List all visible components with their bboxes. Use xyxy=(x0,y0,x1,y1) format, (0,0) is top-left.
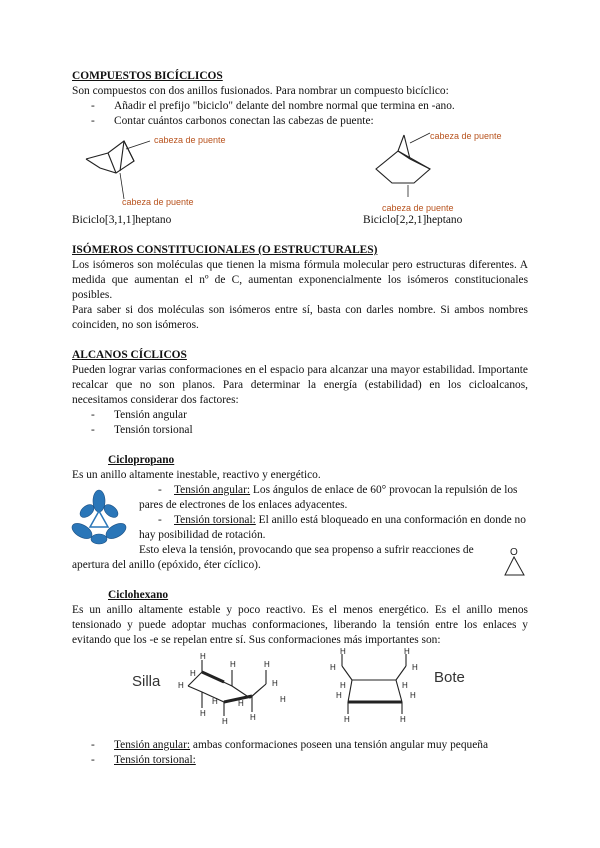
svg-text:H: H xyxy=(250,713,256,722)
svg-text:H: H xyxy=(178,681,184,690)
ciclopropano-text: Esto eleva la tensión, provocando que sea propenso a sufrir reacciones de xyxy=(139,544,474,556)
list-item: - Tensión angular: ambas conformaciones poseen una tensión angular muy pequeña xyxy=(91,739,489,751)
svg-text:H: H xyxy=(190,669,196,678)
svg-text:H: H xyxy=(402,681,408,690)
bridgehead-label: cabeza de puente xyxy=(154,135,226,145)
ciclohexano-paragraph: Es un anillo altamente estable y poco reactivo. Es el menos energético. Es el anillo menos tensionado y puede adoptar muchas conformaciones, liberando la tensión entre los enlaces y evitando que los -e se repelan entre sí. Sus conformaciones más importantes son: xyxy=(72,604,528,646)
section-title-isomers: ISÓMEROS CONSTITUCIONALES (O ESTRUCTURALES) xyxy=(72,244,378,256)
isomers-paragraph: Los isómeros son moléculas que tienen la misma fórmula molecular pero estructuras diferentes. A medida que aumentan el nº de C, aumentan exponencialmente los isómeros constitucionales posibles. xyxy=(72,259,528,301)
bote-label: Bote xyxy=(434,669,465,686)
svg-text:H: H xyxy=(264,660,270,669)
svg-text:H: H xyxy=(200,709,206,718)
isomers-paragraph: Para saber si dos moléculas son isómeros entre sí, basta con darles nombre. Si ambos nombres coinciden, no son isómeros. xyxy=(72,304,528,331)
svg-text:H: H xyxy=(272,679,278,688)
section-title-cyclic: ALCANOS CÍCLICOS xyxy=(72,349,187,361)
boat-conformation xyxy=(322,648,432,728)
subsection-title-ciclopropano: Ciclopropano xyxy=(108,454,175,466)
section-title-bicyclic: COMPUESTOS BICÍCLICOS xyxy=(72,70,223,82)
svg-text:H: H xyxy=(238,699,244,708)
subsection-title-ciclohexano: Ciclohexano xyxy=(108,589,169,601)
list-item: - Tensión torsional: xyxy=(91,754,196,766)
ciclohexano-conformations xyxy=(72,648,528,738)
bridgehead-label: cabeza de puente xyxy=(430,131,502,141)
svg-text:H: H xyxy=(200,652,206,661)
cyclic-paragraph: Pueden lograr varias conformaciones en el espacio para alcanzar una mayor estabilidad. Importante recalcar que no son planos. Para determinar la energía (estabilidad) en los cicloalcanos, necesitamos considerar dos factores: xyxy=(72,364,528,406)
svg-text:H: H xyxy=(410,691,416,700)
ciclopropano-text: apertura del anillo (epóxido, éter cíclico). xyxy=(72,559,261,571)
svg-text:H: H xyxy=(212,697,218,706)
list-item: - Contar cuántos carbonos conectan las cabezas de puente: xyxy=(91,115,374,127)
list-item: - Tensión torsional xyxy=(91,424,193,436)
bicyclic-figures xyxy=(72,129,528,213)
document-page xyxy=(72,69,528,768)
svg-text:H: H xyxy=(222,717,228,726)
svg-text:H: H xyxy=(404,648,410,656)
bicyclic-names xyxy=(72,213,528,228)
list-item: - Tensión angular xyxy=(91,409,187,421)
ciclopropano-intro: Es un anillo altamente inestable, reactivo y energético. xyxy=(72,469,321,481)
list-item: - Tensión angular: Los ángulos de enlace de 60° provocan la repulsión de los pares de electrones de los enlaces adyacentes. xyxy=(139,484,518,511)
bridgehead-label: cabeza de puente xyxy=(382,203,454,213)
bicyclic-intro: Son compuestos con dos anillos fusionados. Para nombrar un compuesto bicíclico: xyxy=(72,85,449,97)
list-item: - Añadir el prefijo "biciclo" delante del nombre normal que termina en -ano. xyxy=(91,100,455,112)
svg-text:H: H xyxy=(330,663,336,672)
svg-text:H: H xyxy=(412,663,418,672)
svg-text:H: H xyxy=(336,691,342,700)
chair-conformation xyxy=(172,652,292,730)
hydrogen-labels xyxy=(330,648,418,724)
oxygen-atom-label: O xyxy=(510,547,518,558)
bridgehead-label: cabeza de puente xyxy=(122,197,194,207)
compound-name: Biciclo[3,1,1]heptano xyxy=(72,214,172,226)
svg-text:H: H xyxy=(280,695,286,704)
compound-name: Biciclo[2,2,1]heptano xyxy=(363,214,463,226)
list-item: - Tensión torsional: El anillo está bloqueado en una conformación en donde no hay posibilidad de rotación. xyxy=(139,514,526,541)
ciclopropano-block xyxy=(72,483,528,573)
svg-text:H: H xyxy=(340,681,346,690)
svg-text:H: H xyxy=(400,715,406,724)
silla-label: Silla xyxy=(132,673,161,690)
svg-text:H: H xyxy=(340,648,346,656)
svg-text:H: H xyxy=(230,660,236,669)
epoxide-structure xyxy=(502,545,528,579)
svg-text:H: H xyxy=(344,715,350,724)
